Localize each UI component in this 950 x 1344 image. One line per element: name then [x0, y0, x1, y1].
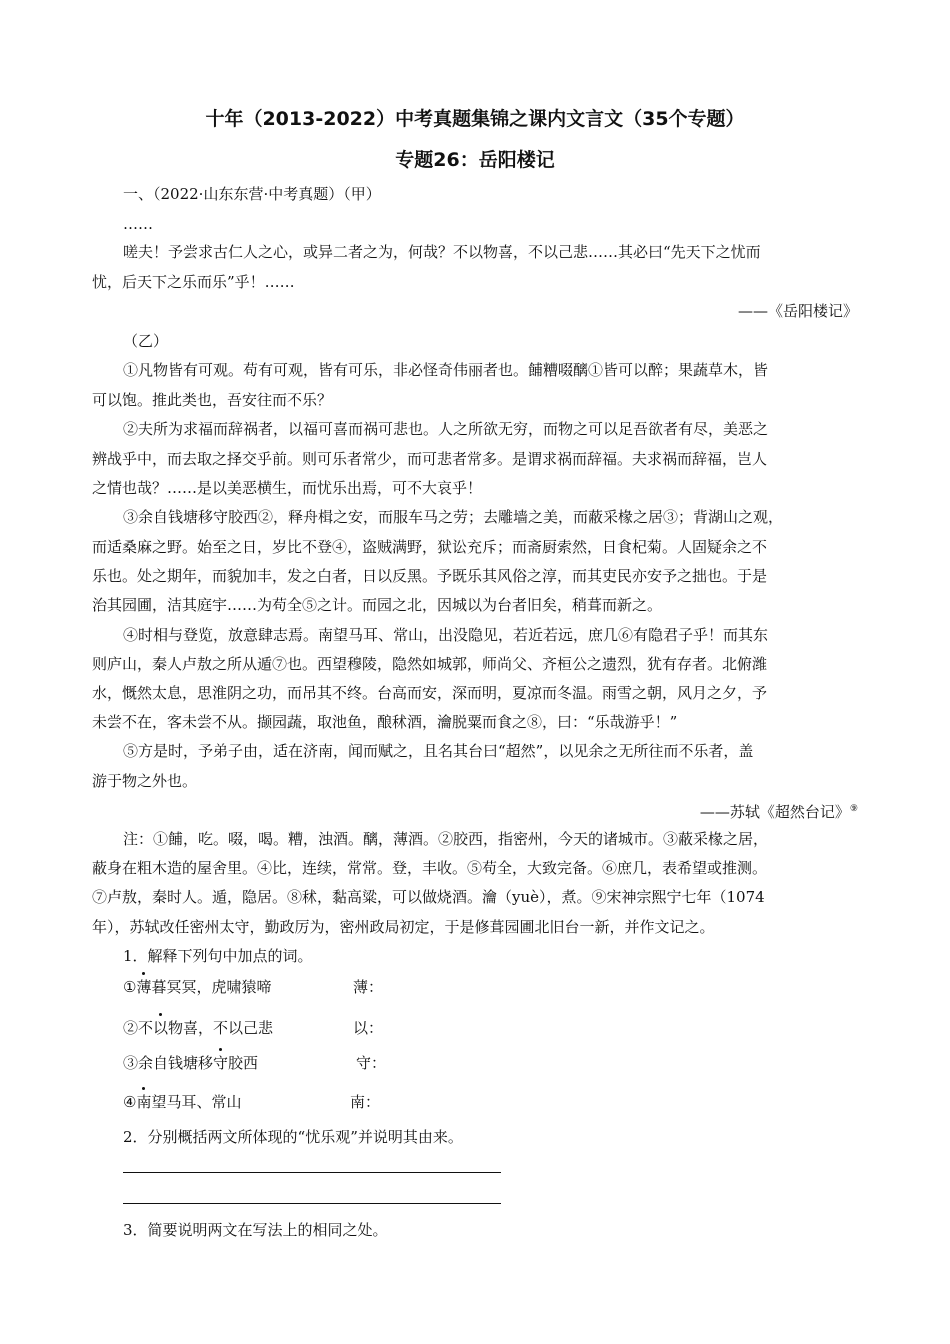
- document-subtitle: 专题26：岳阳楼记: [395, 149, 555, 171]
- notes-line: 注：①餔，吃。啜，喝。糟，浊酒。醨，薄酒。②胶西，指密州，今天的诸城市。③蔽采椽之居，: [123, 830, 769, 848]
- question-heading: 一、（2022·山东东营·中考真题）（甲）: [123, 185, 381, 203]
- yi-line: 之情也哉？……是以美恶横生，而忧乐出焉，可不大哀乎！: [92, 479, 483, 497]
- dotted-word: 守: [213, 1054, 229, 1072]
- jia-line: 忧，后天下之乐而乐”乎！……: [92, 273, 295, 291]
- yi-line: 未尝不在，客未尝不从。撷园蔬，取池鱼，酿秫酒，瀹脱粟而食之⑧，曰：“乐哉游乎！”: [92, 713, 678, 731]
- answer-line[interactable]: [123, 1172, 501, 1173]
- yi-line: 辨战乎中，而去取之择交乎前。则可乐者常少，而可悲者常多。是谓求祸而辞福。夫求祸而辞福，岂人: [92, 450, 768, 468]
- document-title: 十年（2013-2022）中考真题集锦之课内文言文（35个专题）: [205, 108, 745, 130]
- question-1: 1．解释下列句中加点的词。: [123, 947, 313, 965]
- q1-item: [123, 1092, 241, 1112]
- yi-source: [700, 799, 858, 822]
- jia-line: 嗟夫！予尝求古仁人之心，或异二者之为，何哉？不以物喜，不以己悲……其必曰“先天下之忧而: [123, 243, 761, 261]
- question-3: 3．简要说明两文在写法上的相同之处。: [123, 1221, 388, 1239]
- q1-item-num: ③: [123, 1054, 139, 1072]
- q1-item-num: ①: [123, 978, 137, 996]
- question-2: 2．分别概括两文所体现的“忧乐观”并说明其由来。: [123, 1128, 463, 1146]
- yi-line: 治其园圃，洁其庭宇……为苟全⑤之计。而园之北，因城以为台者旧矣，稍葺而新之。: [92, 596, 663, 614]
- q1-item-num: ④: [123, 1093, 137, 1111]
- ellipsis: ……: [123, 215, 153, 233]
- yi-source-mark: ⑨: [849, 804, 858, 814]
- notes-line: ⑦卢敖，秦时人。遁，隐居。⑧秫，黏高粱，可以做烧酒。瀹（yuè），煮。⑨宋神宗熙宁七年（1074: [92, 888, 765, 906]
- q1-item-post: 胶西: [228, 1054, 259, 1072]
- q1-item: [123, 1018, 273, 1038]
- yi-line: ②夫所为求福而辞祸者，以福可喜而祸可悲也。人之所欲无穷，而物之可以足吾欲者有尽，美恶之: [123, 420, 769, 438]
- q1-item-post: 物喜，不以己悲: [168, 1019, 274, 1037]
- yi-line: 游于物之外也。: [92, 772, 198, 790]
- q1-item-post: 暮冥冥，虎啸猿啼: [151, 978, 272, 996]
- answer-prompt: 南：: [350, 1093, 381, 1111]
- yi-line: 则庐山，秦人卢敖之所从遁⑦也。西望穆陵，隐然如城郭，师尚父、齐桓公之遗烈，犹有存者。北俯潍: [92, 655, 768, 673]
- q1-item-pre: 余自钱塘移: [138, 1054, 214, 1072]
- yi-line: ①凡物皆有可观。苟有可观，皆有可乐，非必怪奇伟丽者也。餔糟啜醨①皆可以醉；果蔬草木，皆: [123, 361, 769, 379]
- yi-line: 可以饱。推此类也，吾安往而不乐？: [92, 391, 333, 409]
- q1-item-num: ②: [123, 1019, 139, 1037]
- notes-line: 年），苏轼改任密州太守，勤政厉为，密州政局初定，于是修葺园圃北旧台一新，并作文记之。: [92, 918, 715, 936]
- yi-line: 而适桑麻之野。始至之日，岁比不登④，盗贼满野，狱讼充斥；而斋厨索然，日食杞菊。人固疑余之不: [92, 538, 768, 556]
- q1-item: [123, 977, 271, 997]
- answer-prompt: 薄：: [353, 978, 384, 996]
- yi-line: 水，慨然太息，思淮阴之功，而吊其不终。台高而安，深而明，夏凉而冬温。雨雪之朝，风月之夕，予: [92, 684, 768, 702]
- q1-item-pre: 不: [138, 1019, 154, 1037]
- answer-line[interactable]: [123, 1203, 501, 1204]
- notes-line: 蔽身在粗木造的屋舍里。④比，连续，常常。登，丰收。⑤苟全，大致完备。⑥庶几，表希望或推测。: [92, 859, 768, 877]
- q1-item: [123, 1053, 258, 1073]
- yi-label: （乙）: [123, 332, 169, 350]
- dotted-word: 南: [136, 1093, 152, 1111]
- answer-prompt: 守：: [356, 1054, 387, 1072]
- yi-line: ⑤方是时，予弟子由，适在济南，闻而赋之，且名其台曰“超然”，以见余之无所往而不乐者，盖: [123, 742, 754, 760]
- yi-line: ④时相与登览，放意肆志焉。南望马耳、常山，出没隐见，若近若远，庶几⑥有隐君子乎！而其东: [123, 626, 769, 644]
- jia-source: ——《岳阳楼记》: [737, 302, 858, 320]
- answer-prompt: 以：: [353, 1019, 384, 1037]
- yi-source-text: ——苏轼《超然台记》: [699, 803, 850, 821]
- yi-line: ③余自钱塘移守胶西②，释舟楫之安，而服车马之劳；去雕墙之美，而蔽采椽之居③；背湖山之观，: [123, 508, 784, 526]
- dotted-word: 以: [153, 1019, 169, 1037]
- yi-line: 乐也。处之期年，而貌加丰，发之白者，日以反黑。予既乐其风俗之淳，而其吏民亦安予之拙也。于是: [92, 567, 768, 585]
- q1-item-post: 望马耳、常山: [151, 1093, 242, 1111]
- dotted-word: 薄: [136, 978, 152, 996]
